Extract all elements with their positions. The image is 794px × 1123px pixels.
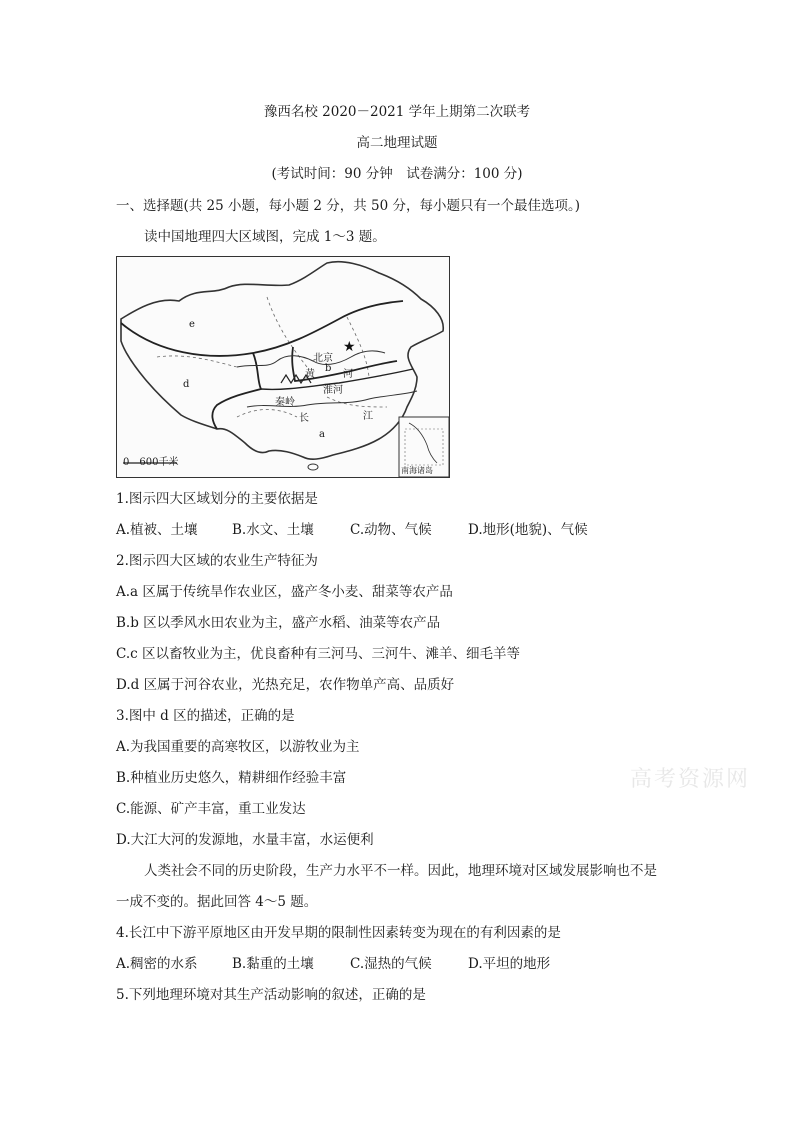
q4-option-a: A.稠密的水系 [116, 956, 198, 972]
map-scale-label: 0 600千米 [123, 457, 179, 468]
section-heading: 一、选择题(共 25 小题，每小题 2 分，共 50 分，每小题只有一个最佳选项。) [116, 198, 580, 214]
beijing-star-icon: ★ [343, 339, 356, 355]
china-regions-map [116, 256, 450, 478]
internal-boundaries [157, 297, 387, 417]
q1-option-a: A.植被、土壤 [116, 522, 198, 538]
q3-option-b: B.种植业历史悠久，精耕细作经验丰富 [116, 770, 347, 786]
exam-title: 豫西名校 2020－2021 学年上期第二次联考 [263, 104, 531, 120]
q2-option-d: D.d 区属于河谷农业，光热充足，农作物单产高、品质好 [116, 677, 455, 693]
watermark: 高考资源网 [630, 767, 751, 792]
map-drawing [117, 257, 451, 479]
hainan-island [308, 464, 318, 470]
group2-intro-line1: 人类社会不同的历史阶段，生产力水平不一样。因此，地理环境对区域发展影响也不是 [144, 863, 657, 879]
map-label-huaihe: 淮河 [323, 385, 343, 396]
q1-stem: 1.图示四大区域划分的主要依据是 [116, 491, 318, 507]
map-label-chang: 长 [299, 413, 309, 424]
q4-option-b: B.黏重的土壤 [232, 956, 314, 972]
q2-option-c: C.c 区以畜牧业为主，优良畜种有三河马、三河牛、滩羊、细毛羊等 [116, 646, 520, 662]
q2-stem: 2.图示四大区域的农业生产特征为 [116, 553, 318, 569]
group1-intro: 读中国地理四大区域图，完成 1～3 题。 [144, 229, 386, 245]
map-label-beijing: 北京 [313, 353, 333, 364]
q4-option-d: D.平坦的地形 [468, 956, 551, 972]
q1-option-b: B.水文、土壤 [232, 522, 314, 538]
q3-option-c: C.能源、矿产丰富，重工业发达 [116, 801, 306, 817]
q5-stem: 5.下列地理环境对其生产活动影响的叙述，正确的是 [116, 987, 426, 1003]
map-label-jiang: 江 [363, 411, 373, 422]
boundary-d [212, 353, 261, 429]
subject-title: 高二地理试题 [356, 135, 438, 151]
q3-stem: 3.图中 d 区的描述，正确的是 [116, 708, 295, 724]
map-label-e: e [189, 319, 195, 330]
map-label-b: b [325, 363, 332, 374]
q2-option-a: A.a 区属于传统旱作农业区，盛产冬小麦、甜菜等农产品 [116, 584, 453, 600]
boundary-ce [121, 301, 403, 356]
q3-option-a: A.为我国重要的高寒牧区，以游牧业为主 [116, 739, 360, 755]
q2-option-b: B.b 区以季风水田农业为主，盛产水稻、油菜等农产品 [116, 615, 441, 631]
q1-option-c: C.动物、气候 [350, 522, 432, 538]
inset-label: 南海诸岛 [401, 466, 433, 475]
q4-option-c: C.湿热的气候 [350, 956, 432, 972]
map-label-qinling: 秦岭 [275, 397, 295, 408]
q3-option-d: D.大江大河的发源地，水量丰富，水运便利 [116, 832, 374, 848]
map-label-he: 河 [343, 369, 353, 380]
map-label-d: d [183, 379, 190, 390]
map-label-a: a [319, 429, 325, 440]
q4-stem: 4.长江中下游平原地区由开发早期的限制性因素转变为现在的有利因素的是 [116, 925, 561, 941]
q1-option-d: D.地形(地貌)、气候 [468, 522, 588, 538]
map-label-huang: 黄 [305, 369, 315, 380]
exam-info: (考试时间：90 分钟 试卷满分：100 分) [271, 166, 523, 182]
group2-intro-line2: 一成不变的。据此回答 4～5 题。 [116, 894, 318, 910]
